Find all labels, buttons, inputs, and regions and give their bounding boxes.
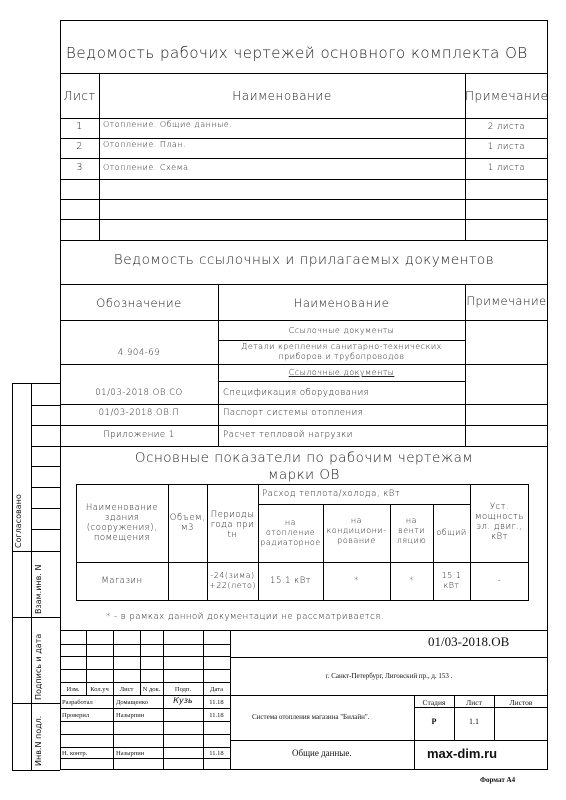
divider [60,747,230,748]
hdr-volume-l2: м3 [181,523,194,533]
divider [60,404,548,405]
cell-heat: 15.1 кВт [270,576,311,586]
brand-watermark: max-dim.ru [427,746,498,761]
divider [113,630,114,770]
hdr-cond-l3: рование [337,536,376,545]
divider [76,562,529,563]
cell-power: - [497,576,502,586]
divider [60,758,230,759]
divider [31,405,60,406]
divider [31,487,60,488]
footnote: * - в рамках данной документации не рассматривается. [106,612,384,622]
stage-value: Р [431,717,437,726]
divider [230,630,231,770]
role: Проверил [62,712,90,719]
divider [60,219,548,220]
divider [60,630,548,631]
person-name: Назырпин [116,750,145,757]
date: 11.18 [209,712,224,719]
address: г. Санкт-Петербург, Лиговский пр., д. 153 . [325,672,453,680]
hdr-vent-l1: на [405,516,418,525]
divider [12,770,60,771]
hdr-heat-l3: радиаторное [260,538,321,547]
row-note: 1 листа [487,142,526,152]
divider [60,138,548,139]
divider [60,284,548,285]
divider [31,425,60,426]
system-name: Система отопления магазина "Билайн". [252,713,370,721]
divider [60,695,548,696]
hdr-volume-l1: Объем, [169,513,206,523]
hdr-power-l1: Уст. [489,502,510,512]
divider [60,118,548,119]
stamp-inv-replace: Взам.инв. N [34,564,43,614]
divider [12,383,60,384]
col-header-docnum: N док. [142,686,161,693]
subheader-attached-docs: Ссылочные документы [288,368,395,377]
cell-cond: * [354,576,359,586]
row-name: Паспорт системы отопления [223,408,364,418]
role: Разработал [62,699,93,706]
divider [60,734,230,735]
row-sheet: 1 [76,121,83,132]
col-header-date: Дата [210,686,223,693]
hdr-power-l3: эл. двиг., [476,522,523,532]
hdr-building-l4: помещения [93,533,151,543]
cell-total-l1: 15.1 [441,571,462,580]
divider [60,708,230,709]
row-sheet: 3 [76,162,83,173]
divider [31,529,60,530]
hdr-heat-l1: на [284,518,297,527]
sheet-label: Лист [466,698,482,707]
col-header-change: Изм. [66,686,80,693]
row-name-line2: приборов и трубопроводов [278,352,405,361]
stamp-agreed: Согласовано [14,494,23,548]
divider [60,446,548,447]
sheet-name: Общие данные. [292,748,352,758]
role: Н. контр. [62,750,88,757]
person-name: Назырпин [116,712,145,719]
divider [60,199,548,200]
divider [60,158,548,159]
col-header-note: Примечание [465,89,549,103]
col-header-qty: Кол.уч [90,686,109,693]
row-code: 01/03-2018.ОВ.СО [95,388,183,398]
row-note: 2 листа [487,122,526,132]
doc-code: 01/03-2018.ОВ [428,634,510,649]
section2-title: Ведомость ссылочных и прилагаемых документов [113,252,495,268]
col-header-sheet: Лист [119,686,134,693]
hdr-building-l3: (сооружения), [86,523,158,533]
stage-label: Стадия [422,698,446,707]
divider [60,364,548,365]
divider [31,466,60,467]
row-name: Расчет тепловой нагрузки [223,430,353,440]
divider [60,721,230,722]
format-label: Формат А4 [480,776,516,784]
divider [230,740,548,741]
cell-vent: * [409,576,414,586]
col-header-sheet: Лист [63,89,96,103]
row-code: 4.904-69 [117,348,161,358]
stamp-sign-date: Подпись и дата [34,633,43,700]
divider [31,446,60,447]
sheets-label: Листов [509,698,533,707]
date: 11.18 [209,750,224,757]
divider [12,703,60,704]
row-sheet: 2 [76,141,83,152]
divider [230,657,548,658]
section3-title-line1: Основные показатели по рабочим чертежам [134,450,474,466]
subheader-reference-docs: Ссылочные документы [288,326,395,335]
row-name: Спецификация оборудования [223,388,370,398]
section3-title-line2: марки ОВ [268,467,340,483]
col-header-designation: Обозначение [96,296,182,310]
person-name: Домащенко [116,699,148,706]
col-header-sign: Подп. [174,686,192,693]
divider [12,551,60,552]
row-code: Приложение 1 [103,430,175,440]
hdr-vent-l2: венти [398,526,425,535]
divider [12,617,60,618]
hdr-period-l1: Периоды [210,510,255,520]
divider [12,383,13,770]
row-note: 1 листа [487,163,526,173]
divider [60,179,548,180]
hdr-building-l2: здания [104,513,140,523]
divider [258,504,470,505]
hdr-building-l1: Наименование [85,503,159,513]
hdr-power-l4: кВт [491,532,508,542]
divider [465,284,466,446]
hdr-cond-l2: кондициони- [326,526,387,535]
divider [31,508,60,509]
cell-period-l1: -24(зима) [210,571,255,580]
cell-period-l2: +22(лето) [209,581,256,590]
hdr-total: общий [436,528,467,537]
divider [218,340,466,341]
divider [168,484,169,601]
hdr-period-l2: года при [210,520,255,530]
hdr-cond-l1: на [350,516,363,525]
divider [414,707,548,708]
row-name: Отопление. План. [103,140,187,149]
cell-building: Магазин [101,576,143,586]
stamp-inv-orig: Инв.N подл. [34,715,43,766]
row-name: Отопление. Схема. [103,163,192,172]
row-code: 01/03-2018.ОВ.П [98,408,180,418]
cell-total-l2: кВт [443,581,460,590]
hdr-period-l3: tн [227,530,238,540]
divider [60,425,548,426]
divider [60,240,548,241]
sheet-value: 1.1 [469,717,479,726]
date: 11.18 [209,699,224,706]
col-header-name: Наименование [293,296,390,310]
row-name: Отопление. Общие данные. [103,120,233,129]
divider [60,320,548,321]
divider [218,381,466,382]
hdr-vent-l3: ляцию [396,536,427,545]
col-header-note: Примечание [466,294,547,308]
col-header-name: Наименование [232,89,332,103]
hdr-power-l2: мощность [475,512,524,522]
divider [31,383,32,770]
row-name-line1: Детали крепления санитарно-технических [241,342,442,351]
hdr-flow: Расход теплота/холода, кВт [262,489,401,499]
section1-title: Ведомость рабочих чертежей основного комплекта ОВ [66,44,528,62]
divider [60,73,548,74]
hdr-heat-l2: отопление [265,528,316,537]
signature: Кузь [173,696,193,705]
